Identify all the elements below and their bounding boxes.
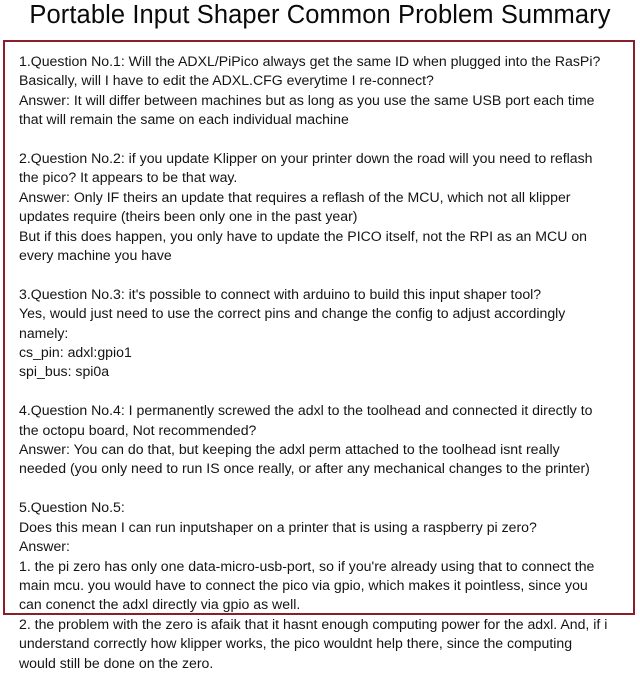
question-4-line: 4.Question No.4: I permanently screwed the adxl to the toolhead and connected it directly to	[19, 402, 593, 419]
answer-2-line: updates require (theirs been only one in the past year)	[19, 208, 358, 225]
question-2-line: the pico? It appears to be that way.	[19, 169, 238, 186]
answer-5-label: Answer:	[19, 538, 70, 555]
answer-2-line: But if this does happen, you only have to update the PICO itself, not the RPI as an MCU on	[19, 227, 587, 244]
answer-5-line: 2. the problem with the zero is afaik that it hasnt enough computing power for the adxl. And, if i	[19, 615, 608, 632]
faq-section-1	[19, 52, 625, 130]
question-4-line: the octopu board, Not recommended?	[19, 421, 257, 438]
config-line-spi-bus: spi_bus: spi0a	[19, 363, 110, 380]
faq-section-4	[19, 401, 625, 479]
answer-3-line: Yes, would just need to use the correct pins and change the config to adjust accordingly	[19, 305, 566, 322]
answer-2-line: Answer: Only IF theirs an update that requires a reflash of the MCU, which not all klipper	[19, 188, 571, 205]
faq-panel	[3, 40, 635, 671]
faq-section-3	[19, 285, 625, 382]
answer-5-line: main mcu. you would have to connect the pico via gpio, which makes it pointless, since you	[19, 576, 588, 593]
faq-content	[19, 52, 625, 692]
page-title: Portable Input Shaper Common Problem Summary	[29, 1, 611, 29]
faq-section-5	[19, 498, 625, 673]
answer-4-line: Answer: You can do that, but keeping the adxl perm attached to the toolhead isnt really	[19, 441, 560, 458]
faq-section-2	[19, 149, 625, 265]
config-line-cs-pin: cs_pin: adxl:gpio1	[19, 344, 132, 361]
answer-1-line: that will remain the same on each individual machine	[19, 111, 349, 128]
question-3-line: 3.Question No.3: it's possible to connect with arduino to build this input shaper tool?	[19, 285, 542, 302]
answer-5-line: 1. the pi zero has only one data-micro-usb-port, so if you're already using that to connect the	[19, 557, 595, 574]
answer-5-line: understand correctly how klipper works, the pico wouldnt help there, since the computing	[19, 635, 573, 652]
answer-4-line: needed (you only need to run IS once really, or after any mechanical changes to the printer)	[19, 460, 590, 477]
question-1-line: 1.Question No.1: Will the ADXL/PiPico always get the same ID when plugged into the RasPi?	[19, 53, 601, 69]
answer-2-line: every machine you have	[19, 247, 172, 264]
answer-1-line: Answer: It will differ between machines but as long as you use the same USB port each time	[19, 91, 595, 108]
question-5-line: Does this mean I can run inputshaper on a printer that is using a raspberry pi zero?	[19, 518, 537, 535]
question-5-line: 5.Question No.5:	[19, 499, 125, 516]
question-2-line: 2.Question No.2: if you update Klipper on your printer down the road will you need to reflash	[19, 150, 593, 167]
answer-5-line: can conenct the adxl directly via gpio as well.	[19, 596, 301, 613]
question-1-line: Basically, will I have to edit the ADXL.CFG everytime I re-connect?	[19, 72, 434, 89]
answer-3-line: namely:	[19, 324, 69, 341]
answer-5-line: would still be done on the zero.	[19, 654, 214, 671]
